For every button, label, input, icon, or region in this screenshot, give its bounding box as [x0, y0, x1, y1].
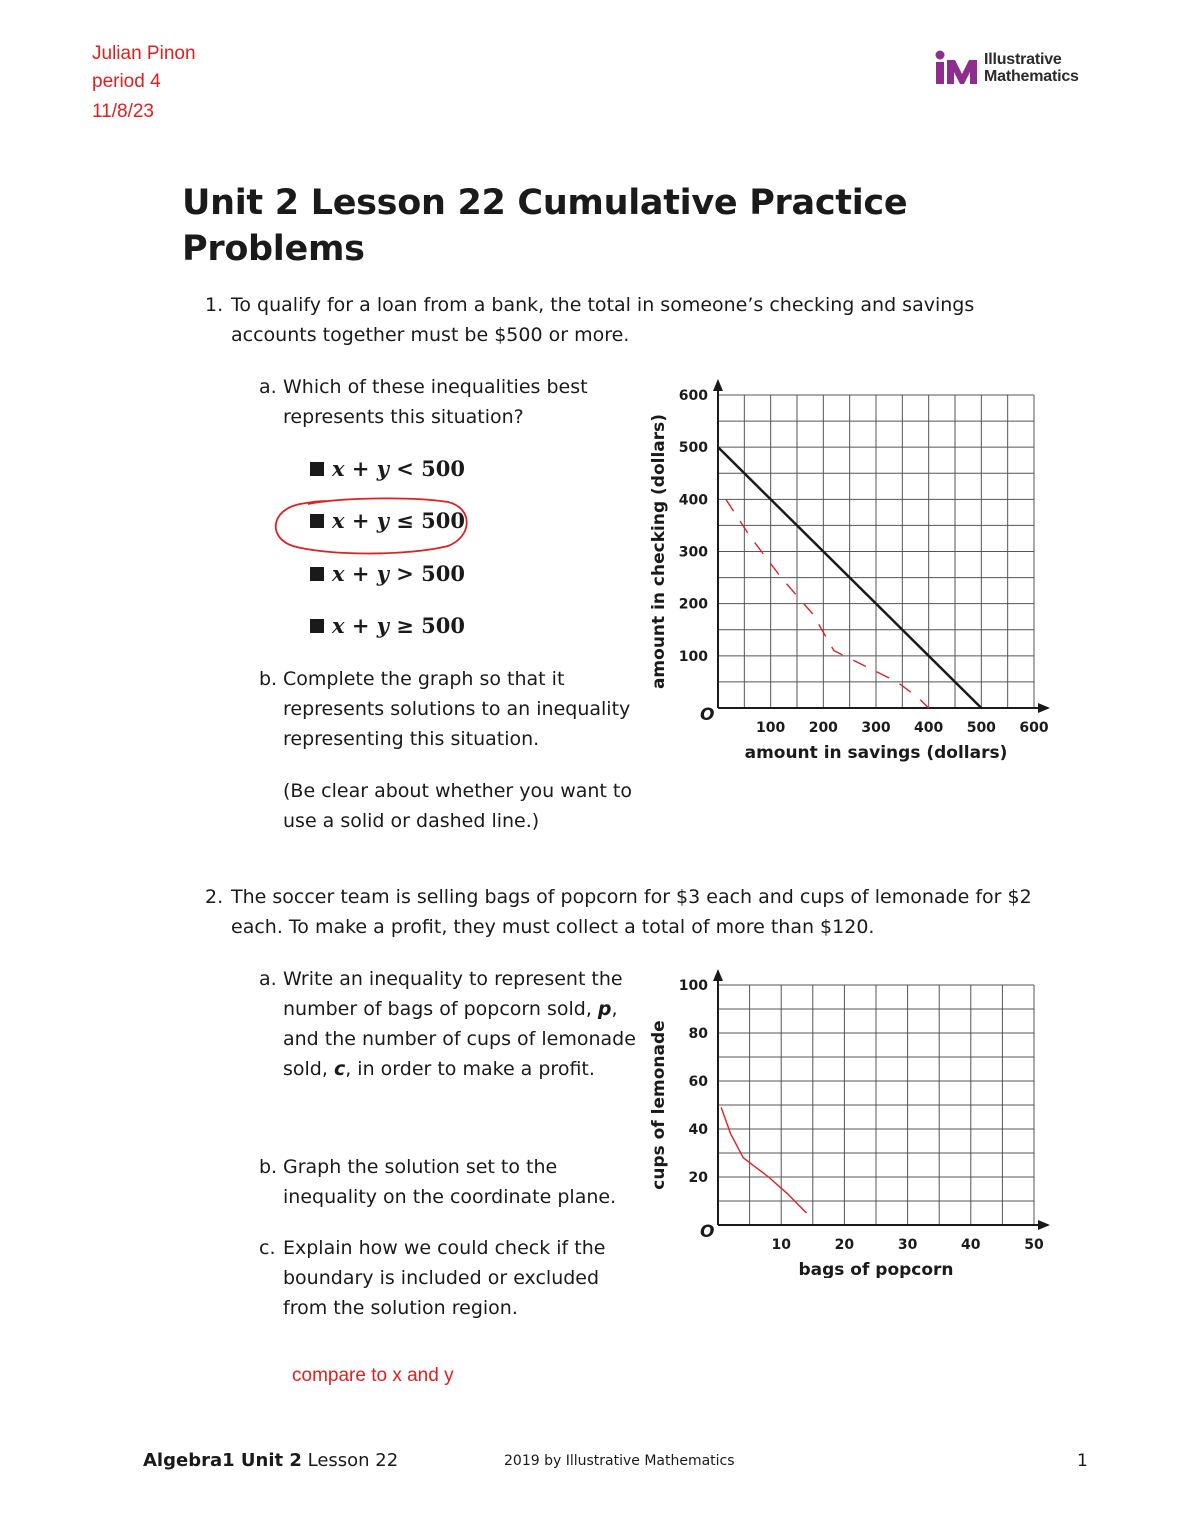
footer-page-number: 1 — [1077, 1451, 1088, 1471]
origin-label: O — [700, 705, 715, 725]
problem-2a-label: a. — [259, 968, 277, 990]
option-3[interactable]: x + y > 500 — [310, 561, 465, 586]
y-tick-label: 60 — [688, 1074, 708, 1090]
handwritten-answer-2c: compare to x and y — [292, 1365, 454, 1386]
x-tick-label: 40 — [961, 1237, 981, 1253]
x-tick-label: 50 — [1024, 1237, 1044, 1253]
problem-2b-label: b. — [259, 1156, 278, 1178]
y-tick-label: 20 — [688, 1170, 708, 1186]
option-1[interactable]: x + y < 500 — [310, 456, 465, 481]
y-axis-arrow-icon — [713, 969, 723, 981]
y-tick-label: 400 — [678, 492, 708, 509]
x-tick-label: 500 — [966, 720, 996, 736]
option-2[interactable]: x + y ≤ 500 — [310, 508, 465, 533]
page-title: Unit 2 Lesson 22 Cumulative Practice Problems — [182, 183, 908, 269]
graph-checking-vs-savings[interactable] — [640, 375, 1060, 775]
x-axis-arrow-icon — [1038, 1220, 1050, 1230]
student-date: 11/8/23 — [92, 101, 154, 122]
problem-2a-prompt: a. Write an inequality to represent the number of bags of popcorn sold, p, and the number of cups of lemonade sold, c, in order to make a profit. — [283, 964, 663, 1084]
y-tick-label: 300 — [678, 544, 708, 561]
x-axis-label: bags of popcorn — [798, 1260, 954, 1278]
y-axis-label: cups of lemonade — [649, 1020, 669, 1190]
y-tick-label: 200 — [678, 596, 708, 613]
y-tick-label: 100 — [678, 978, 708, 994]
logo-text-line2: Mathematics — [984, 68, 1079, 85]
graph-lemonade-vs-popcorn[interactable] — [640, 968, 1060, 1278]
x-tick-label: 30 — [897, 1237, 918, 1253]
x-axis-label: amount in savings (dollars) — [744, 743, 1008, 763]
origin-label: O — [700, 1222, 715, 1242]
x-tick-label: 200 — [808, 720, 838, 736]
handwritten-circle-annotation — [268, 496, 478, 558]
problem-1a-label: a. — [259, 376, 277, 398]
variable-c: c — [333, 1058, 346, 1080]
problem-2-prompt: 2. The soccer team is selling bags of popcorn for $3 each and cups of lemonade for $2 each. To make a profit, they must collect a total of more than $120. — [231, 882, 1091, 942]
y-tick-label: 80 — [688, 1026, 708, 1042]
x-tick-label: 400 — [914, 720, 944, 736]
student-name: Julian Pinon — [92, 43, 196, 64]
illustrative-math-logo — [934, 50, 1079, 86]
problem-2-number: 2. — [205, 886, 224, 908]
y-tick-label: 600 — [678, 388, 708, 404]
x-tick-label: 10 — [771, 1237, 791, 1253]
problem-1a-prompt: a. Which of these inequalities best represents this situation? — [283, 372, 643, 432]
footer-copyright: 2019 by Illustrative Mathematics — [504, 1453, 735, 1469]
y-tick-label: 40 — [688, 1122, 708, 1138]
student-period: period 4 — [92, 71, 161, 92]
im-logo-icon — [934, 50, 978, 86]
problem-1-prompt: 1. To qualify for a loan from a bank, the total in someone’s checking and savings accounts together must be $500 or more. — [231, 290, 1031, 350]
variable-p: p — [597, 998, 612, 1020]
checkbox-option-3[interactable] — [310, 567, 324, 581]
x-tick-label: 600 — [1019, 720, 1049, 736]
y-axis-label: amount in checking (dollars) — [649, 413, 669, 690]
logo-text-line1: Illustrative — [984, 51, 1062, 68]
y-axis-arrow-icon — [713, 379, 723, 391]
x-tick-label: 300 — [861, 720, 891, 736]
problem-1b-prompt: b. Complete the graph so that it represents solutions to an inequality representing this situation. — [283, 664, 663, 754]
problem-2c-label: c. — [259, 1237, 276, 1259]
footer-course: Algebra1 Unit 2 Lesson 22 — [143, 1450, 399, 1471]
checkbox-option-4[interactable] — [310, 619, 324, 633]
y-tick-label: 500 — [678, 440, 708, 457]
handwritten-line — [721, 1107, 806, 1213]
y-tick-label: 100 — [678, 648, 708, 665]
x-axis-arrow-icon — [1038, 703, 1050, 713]
option-4[interactable]: x + y ≥ 500 — [310, 613, 465, 638]
checkbox-option-1[interactable] — [310, 462, 324, 476]
x-tick-label: 100 — [756, 720, 786, 736]
problem-1b-note: (Be clear about whether you want to use a solid or dashed line.) — [283, 780, 632, 832]
x-tick-label: 20 — [834, 1237, 855, 1253]
problem-1b-label: b. — [259, 668, 278, 690]
problem-2b-prompt: b. Graph the solution set to the inequality on the coordinate plane. — [283, 1152, 663, 1212]
problem-2c-prompt: c. Explain how we could check if the boundary is included or excluded from the solution region. — [283, 1233, 663, 1323]
problem-1-number: 1. — [205, 294, 224, 316]
